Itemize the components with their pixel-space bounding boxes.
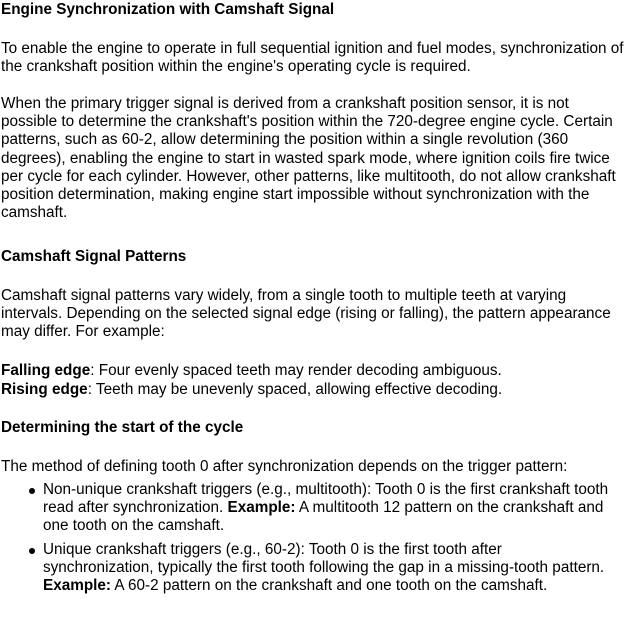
list-item-text: Non-unique crankshaft triggers (e.g., multitooth): Tooth 0 is the first crankshaft tooth read after synchronization. bbox=[43, 481, 609, 517]
intro-paragraph-2: When the primary trigger signal is derived from a crankshaft position sensor, it is not possible to determine the crankshaft's position within the 720-degree engine cycle. Certain patterns, such as 60-2, allow determining the position within a single revolution (360 degrees), enabling the engine to start in wasted spark mode, where ignition coils fire twice per cycle for each cylinder. However, other patterns, like multitooth, do not allow crankshaft position determination, making engine start impossible without synchronization with the camshaft. bbox=[1, 95, 616, 222]
falling-edge-line bbox=[1, 362, 627, 380]
falling-edge-label: Falling edge bbox=[1, 362, 91, 379]
intro-paragraph-1: To enable the engine to operate in full sequential ignition and fuel modes, synchronization of the crankshaft position within the engine's operating cycle is required. bbox=[1, 40, 624, 76]
bullet-icon bbox=[29, 548, 35, 554]
trigger-list bbox=[1, 481, 627, 595]
rising-edge-text: : Teeth may be unevenly spaced, allowing effective decoding. bbox=[87, 381, 503, 398]
example-label: Example: bbox=[227, 499, 296, 517]
example-text: A multitooth 12 pattern on the crankshaft and one tooth on the camshaft. bbox=[43, 499, 604, 535]
section-heading-camshaft-patterns: Camshaft Signal Patterns bbox=[1, 248, 187, 265]
rising-edge-line bbox=[1, 381, 627, 399]
section-heading-cycle-start: Determining the start of the cycle bbox=[1, 419, 244, 436]
example-text: A 60-2 pattern on the crankshaft and one tooth on the camshaft. bbox=[111, 577, 548, 595]
bullet-icon bbox=[29, 488, 35, 494]
falling-edge-text: : Four evenly spaced teeth may render decoding ambiguous. bbox=[90, 362, 502, 379]
example-label: Example: bbox=[43, 577, 112, 595]
list-item bbox=[1, 481, 613, 536]
doc-title: Engine Synchronization with Camshaft Signal bbox=[1, 1, 335, 18]
cycle-start-paragraph: The method of defining tooth 0 after synchronization depends on the trigger pattern: bbox=[1, 458, 568, 475]
camshaft-patterns-paragraph: Camshaft signal patterns vary widely, from a single tooth to multiple teeth at varying intervals. Depending on the selected signal edge (rising or falling), the pattern appearance may differ. For example: bbox=[1, 287, 611, 341]
list-item-text: Unique crankshaft triggers (e.g., 60-2): Tooth 0 is the first tooth after synchronization, typically the first tooth following the gap in a missing-tooth pattern. bbox=[43, 540, 605, 576]
list-item bbox=[1, 541, 613, 596]
rising-edge-label: Rising edge bbox=[1, 381, 88, 398]
